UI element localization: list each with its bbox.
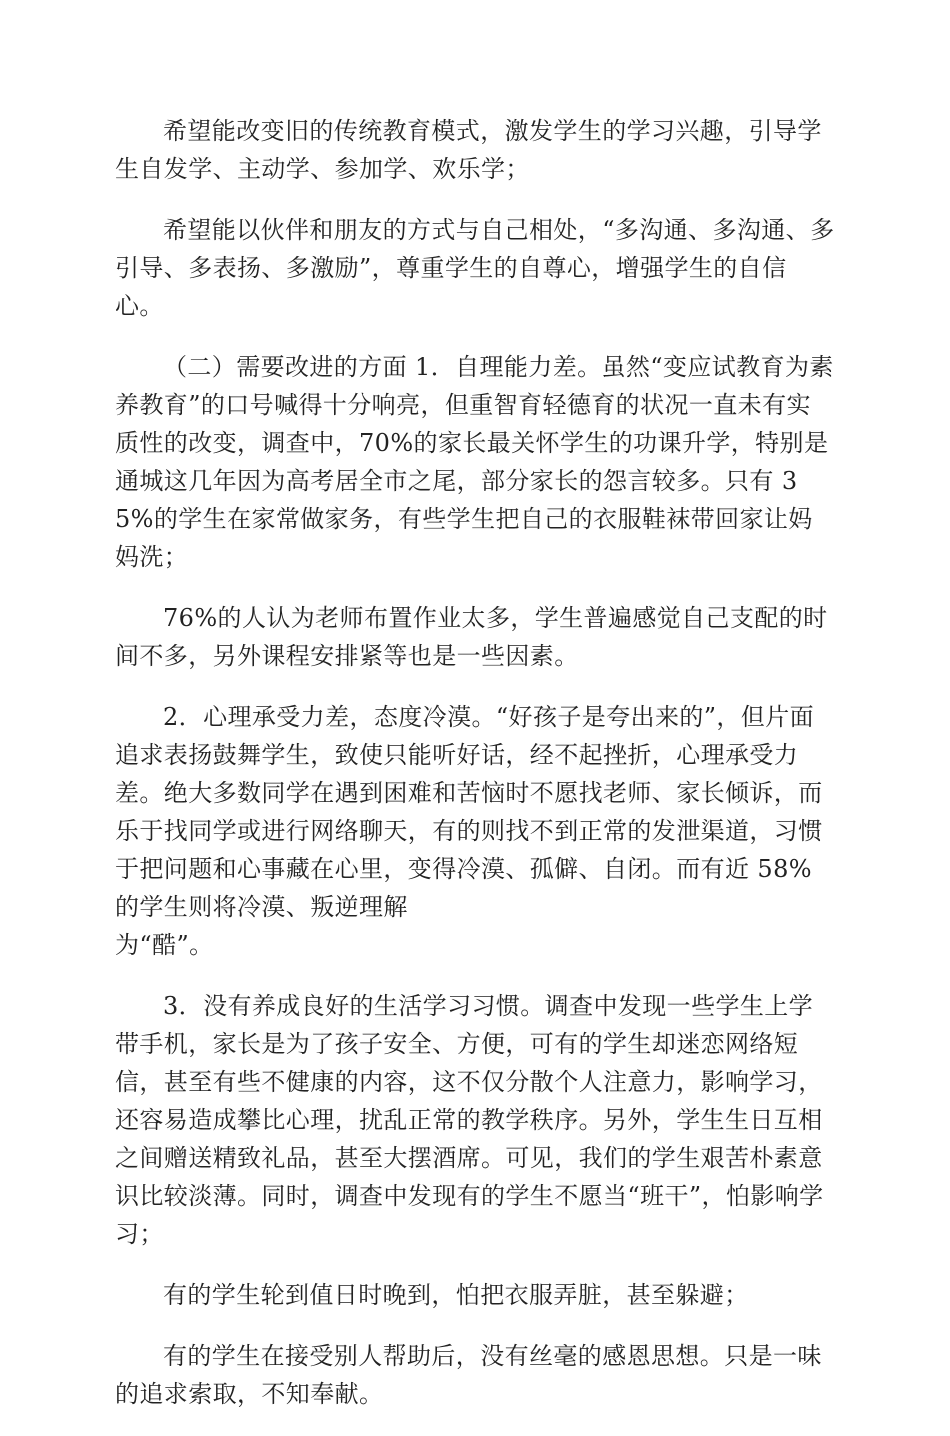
paragraph-2: 希望能以伙伴和朋友的方式与自己相处，“多沟通、多沟通、多引导、多表扬、多激励”，尊重学生的自尊心，增强学生的自信心。 [115, 216, 835, 320]
paragraph-5-continuation: 为“酷”。 [115, 931, 214, 959]
paragraph-1: 希望能改变旧的传统教育模式，激发学生的学习兴趣，引导学生自发学、主动学、参加学、欢乐学； [115, 117, 822, 183]
paragraph-7: 有的学生轮到值日时晚到，怕把衣服弄脏，甚至躲避； [163, 1281, 749, 1309]
paragraph-6: 3．没有养成良好的生活学习习惯。调查中发现一些学生上学带手机，家长是为了孩子安全、方便，可有的学生却迷恋网络短信，甚至有些不健康的内容，这不仅分散个人注意力，影响学习，还容易造成攀比心理，扰乱正常的教学秩序。另外，学生生日互相之间赠送精致礼品，甚至大摆酒席。可见，我们的学生艰苦朴素意识比较淡薄。同时，调查中发现有的学生不愿当“班干”，怕影响学习； [115, 992, 824, 1248]
paragraph-4: 76%的人认为老师布置作业太多，学生普遍感觉自己支配的时间不多，另外课程安排紧等也是一些因素。 [115, 604, 828, 670]
paragraph-5: 2．心理承受力差，态度冷漠。“好孩子是夸出来的”，但片面追求表扬鼓舞学生，致使只能听好话，经不起挫折，心理承受力差。绝大多数同学在遇到困难和苦恼时不愿找老师、家长倾诉，而乐于找同学或进行网络聊天，有的则找不到正常的发泄渠道，习惯于把问题和心事藏在心里，变得冷漠、孤僻、自闭。而有近 58%的学生则将冷漠、叛逆理解 [115, 703, 823, 921]
paragraph-8: 有的学生在接受别人帮助后，没有丝毫的感恩思想。只是一味的追求索取，不知奉献。 [115, 1342, 822, 1408]
paragraph-3: （二）需要改进的方面 1．自理能力差。虽然“变应试教育为素养教育”的口号喊得十分响亮，但重智育轻德育的状况一直未有实质性的改变，调查中，70%的家长最关怀学生的功课升学，特别是通城这几年因为高考居全市之尾，部分家长的怨言较多。只有 35%的学生在家常做家务，有些学生把自己的衣服鞋袜带回家让妈妈洗； [115, 353, 834, 571]
document-body [115, 112, 835, 1436]
